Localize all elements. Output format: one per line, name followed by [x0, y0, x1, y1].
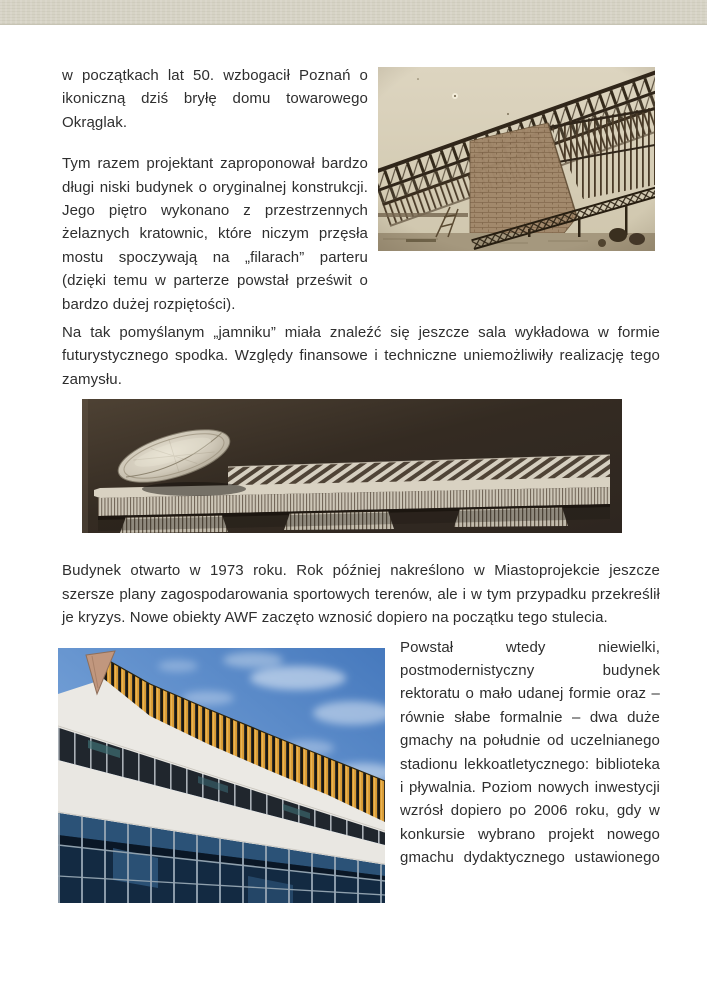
model-photo-image	[82, 399, 622, 533]
text-photo-row	[62, 64, 660, 316]
right-text-column	[400, 636, 660, 903]
photo-text-row	[62, 636, 660, 903]
modern-building-photo-image	[58, 648, 385, 903]
paragraph-rektorat: Powstał wtedy niewielki, postmodernistyczny budynek rektoratu o mało udanej formie oraz – równie słabe formalnie – dwa duże gmachy na południe od uczelnianego stadionu lekkoatletycznego: biblioteka i pływalnia. Poziom nowych inwestycji wzrósł dopiero po 2006 roku, gdy w konkursie wybrano projekt nowego gmachu dydaktycznego ustawionego	[400, 638, 660, 867]
article-content	[62, 64, 660, 903]
modern-building-photo	[58, 648, 385, 903]
paragraph-otwarcie: Budynek otwarto w 1973 roku. Rok później nakreślono w Miastoprojekcie jeszcze szersze plany zagospodarowania sportowych terenów, ale i w tym przypadku przekreślił je kryzys. Nowe obiekty AWF zaczęto wznosić dopiero na początku tego stulecia.	[62, 562, 660, 627]
left-text-column	[62, 64, 368, 316]
model-photo	[82, 399, 622, 533]
paragraph-okraglak: w początkach lat 50. wzbogacił Poznań o ikoniczną dziś bryłę domu towarowego Okrąglak.	[62, 67, 368, 131]
paragraph-jamnik: Na tak pomyślanym „jamniku” miała znaleźć się jeszcze sala wykładowa w formie futurystycznego spodka. Względy finansowe i techniczne uniemożliwiły realizację tego zamysłu.	[62, 324, 660, 388]
paragraph-konstrukcja: Tym razem projektant zaproponował bardzo długi niski budynek o oryginalnej konstrukcji. Jego piętro wykonano z przestrzennych żelaznych kratownic, które niczym przęsła mostu spoczywają na „filarach” parteru (dzięki temu w parterze powstał prześwit o bardzo dużej rozpiętości).	[62, 155, 368, 313]
construction-photo-image	[378, 67, 655, 251]
paper-texture-strip	[0, 0, 707, 25]
construction-photo	[378, 67, 655, 251]
